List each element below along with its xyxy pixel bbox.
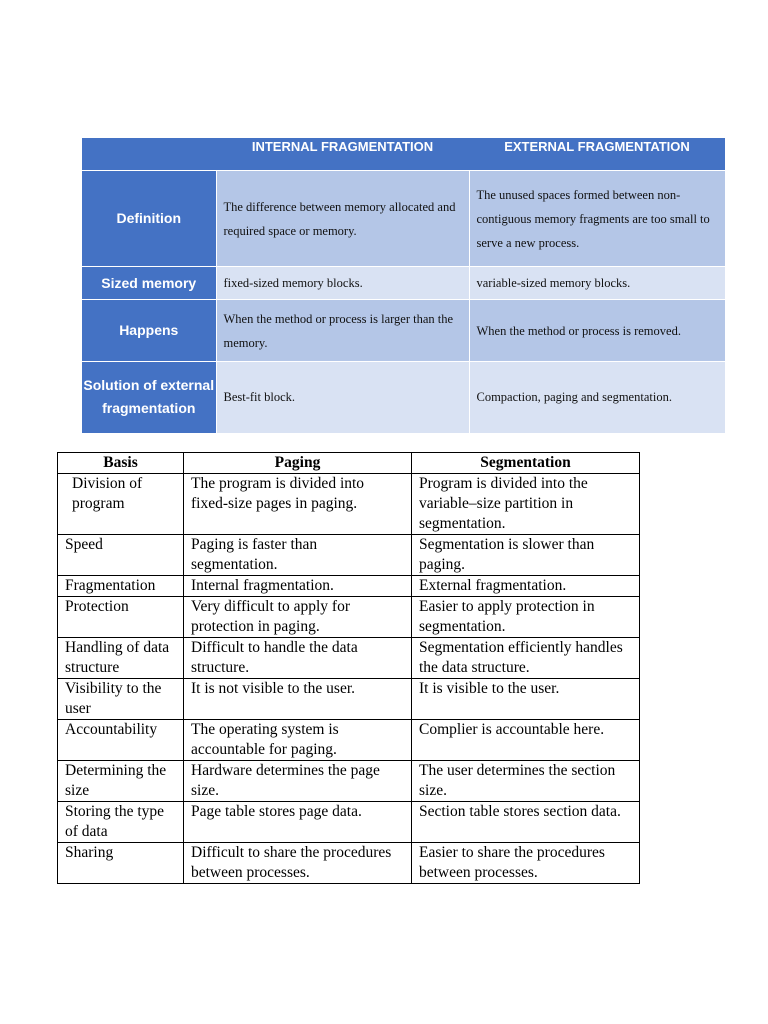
table-row — [58, 761, 640, 802]
paging-cell: Internal fragmentation. — [184, 576, 412, 597]
basis-cell: Sharing — [58, 843, 184, 884]
table-row — [58, 576, 640, 597]
paging-vs-segmentation-table — [57, 452, 640, 884]
table-row — [58, 474, 640, 535]
internal-fragmentation-header: INTERNAL FRAGMENTATION — [216, 138, 469, 171]
paging-header-row — [58, 453, 640, 474]
row-label-happens: Happens — [82, 300, 216, 362]
basis-cell: Speed — [58, 535, 184, 576]
basis-cell: Storing the type of data — [58, 802, 184, 843]
paging-cell: Very difficult to apply for protection in paging. — [184, 597, 412, 638]
fragmentation-comparison-table — [82, 138, 726, 433]
segmentation-cell: It is visible to the user. — [412, 679, 640, 720]
table-row — [58, 638, 640, 679]
segmentation-cell: Easier to apply protection in segmentation. — [412, 597, 640, 638]
segmentation-cell: The user determines the section size. — [412, 761, 640, 802]
basis-cell: Division of program — [58, 474, 184, 535]
row-label-definition: Definition — [82, 171, 216, 267]
internal-definition-cell: The difference between memory allocated and required space or memory. — [216, 171, 469, 267]
external-solution-cell: Compaction, paging and segmentation. — [469, 362, 725, 433]
table-row — [58, 720, 640, 761]
external-definition-cell: The unused spaces formed between non-contiguous memory fragments are too small to serve a new process. — [469, 171, 725, 267]
basis-cell: Accountability — [58, 720, 184, 761]
fragmentation-row — [82, 267, 725, 300]
internal-happens-cell: When the method or process is larger than the memory. — [216, 300, 469, 362]
segmentation-cell: Program is divided into the variable–size partition in segmentation. — [412, 474, 640, 535]
paging-header: Paging — [184, 453, 412, 474]
basis-cell: Fragmentation — [58, 576, 184, 597]
segmentation-cell: External fragmentation. — [412, 576, 640, 597]
paging-cell: Hardware determines the page size. — [184, 761, 412, 802]
internal-sized-memory-cell: fixed-sized memory blocks. — [216, 267, 469, 300]
paging-cell: It is not visible to the user. — [184, 679, 412, 720]
internal-solution-cell: Best-fit block. — [216, 362, 469, 433]
external-fragmentation-header: EXTERNAL FRAGMENTATION — [469, 138, 725, 171]
paging-cell: Difficult to handle the data structure. — [184, 638, 412, 679]
paging-cell: Paging is faster than segmentation. — [184, 535, 412, 576]
external-happens-cell: When the method or process is removed. — [469, 300, 725, 362]
segmentation-cell: Complier is accountable here. — [412, 720, 640, 761]
table-row — [58, 535, 640, 576]
paging-cell: The program is divided into fixed-size pages in paging. — [184, 474, 412, 535]
table-row — [58, 679, 640, 720]
row-label-sized-memory: Sized memory — [82, 267, 216, 300]
basis-cell: Protection — [58, 597, 184, 638]
row-label-solution: Solution of external fragmentation — [82, 362, 216, 433]
basis-cell: Handling of data structure — [58, 638, 184, 679]
paging-table-body — [58, 474, 640, 884]
paging-cell: Difficult to share the procedures between processes. — [184, 843, 412, 884]
table-row — [58, 597, 640, 638]
table-row — [58, 802, 640, 843]
segmentation-cell: Section table stores section data. — [412, 802, 640, 843]
table-row — [58, 843, 640, 884]
fragmentation-header-row — [82, 138, 725, 171]
basis-cell: Determining the size — [58, 761, 184, 802]
basis-header: Basis — [58, 453, 184, 474]
paging-cell: The operating system is accountable for paging. — [184, 720, 412, 761]
fragmentation-row — [82, 171, 725, 267]
basis-cell: Visibility to the user — [58, 679, 184, 720]
segmentation-cell: Segmentation efficiently handles the data structure. — [412, 638, 640, 679]
segmentation-cell: Segmentation is slower than paging. — [412, 535, 640, 576]
fragmentation-header-corner — [82, 138, 216, 171]
external-sized-memory-cell: variable-sized memory blocks. — [469, 267, 725, 300]
fragmentation-row — [82, 362, 725, 433]
fragmentation-row — [82, 300, 725, 362]
segmentation-header: Segmentation — [412, 453, 640, 474]
segmentation-cell: Easier to share the procedures between processes. — [412, 843, 640, 884]
paging-cell: Page table stores page data. — [184, 802, 412, 843]
